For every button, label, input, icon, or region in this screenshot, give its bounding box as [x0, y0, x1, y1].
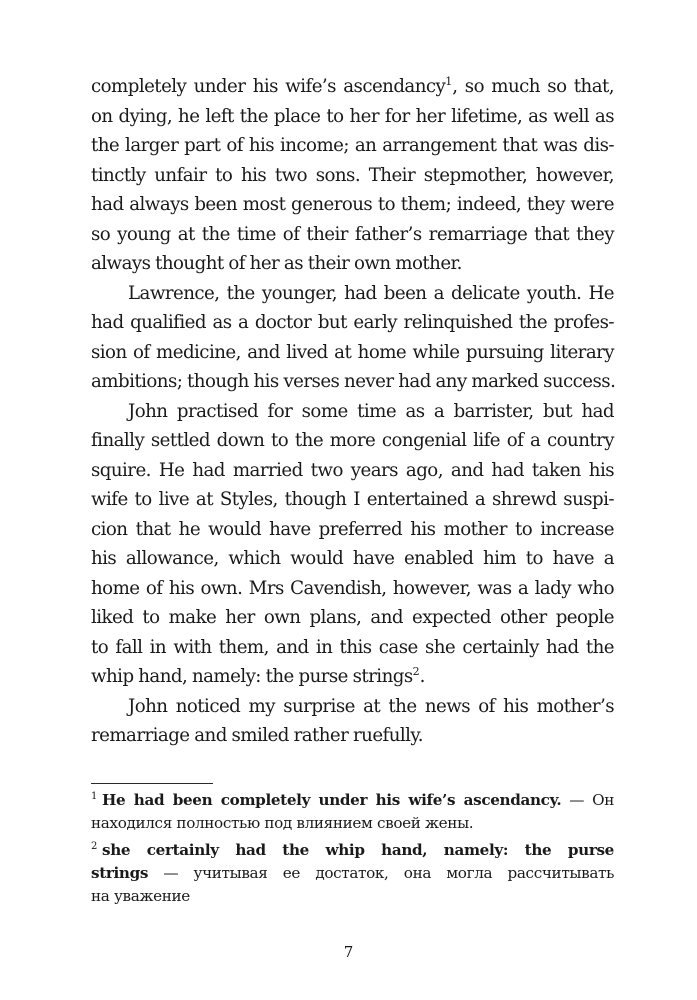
text-line: home of his own. Mrs Cavendish, however, was a lady who: [91, 577, 614, 599]
footnote-2-line: на уважение: [91, 887, 190, 905]
text-line: on dying, he left the place to her for her lifetime, as well as: [91, 105, 614, 127]
page-number: 7: [343, 943, 354, 961]
text-line: finally settled down to the more congenial life of a country: [91, 430, 614, 451]
text-line: wife to live at Styles, though I entertained a shrewd suspi-: [91, 489, 614, 510]
footnotes: [91, 789, 614, 908]
footnote-ref-1[interactable]: 1: [445, 75, 453, 88]
text-line: remarriage and smiled rather ruefully.: [91, 725, 423, 746]
footnote-marker-1: 1: [91, 791, 98, 802]
body-text: [91, 72, 614, 751]
footnote-2-line: $^2$ she certainly had the whip hand, namely: the purse: [91, 841, 614, 859]
text-line: liked to make her own plans, and expected other people: [91, 607, 614, 628]
footnote-1-line: $^1$ He had been completely under his wife’s ascendancy. — Он: [91, 791, 614, 809]
text-line: had qualified as a doctor but early relinquished the profes-: [91, 312, 614, 333]
text-line: the larger part of his income; an arrangement that was dis-: [91, 135, 614, 156]
footnote-marker-2: 2: [91, 841, 98, 852]
text-line: always thought of her as their own mother.: [91, 253, 462, 274]
text-line: whip hand, namely: the purse strings$^2$.: [91, 665, 425, 687]
footnote-1-line: находился полностью под влиянием своей жены.: [91, 814, 474, 832]
footnote-ref-2[interactable]: 2: [412, 665, 420, 678]
text-line: cion that he would have preferred his mother to increase: [91, 518, 614, 540]
text-line: squire. He had married two years ago, and had taken his: [91, 459, 614, 481]
text-line: tinctly unfair to his two sons. Their stepmother, however,: [91, 164, 614, 186]
text-line: so young at the time of their father’s remarriage that they: [91, 223, 614, 245]
text-line: John practised for some time as a barrister, but had: [128, 400, 614, 422]
footnote-separator: [91, 783, 213, 784]
text-line: to fall in with them, and in this case she certainly had the: [91, 636, 614, 658]
footnote-2-line: strings — учитывая ее достаток, она могла рассчитывать: [91, 864, 614, 882]
text-line: completely under his wife’s ascendancy$^1$, so much so that,: [91, 75, 614, 97]
text-line: John noticed my surprise at the news of his mother’s: [128, 695, 614, 717]
text-line: Lawrence, the younger, had been a delicate youth. He: [128, 282, 614, 304]
text-line: his allowance, which would have enabled him to have a: [91, 548, 614, 569]
text-line: sion of medicine, and lived at home while pursuing literary: [91, 341, 614, 363]
text-line: ambitions; though his verses never had any marked success.: [91, 371, 616, 392]
text-line: had always been most generous to them; indeed, they were: [91, 194, 614, 215]
